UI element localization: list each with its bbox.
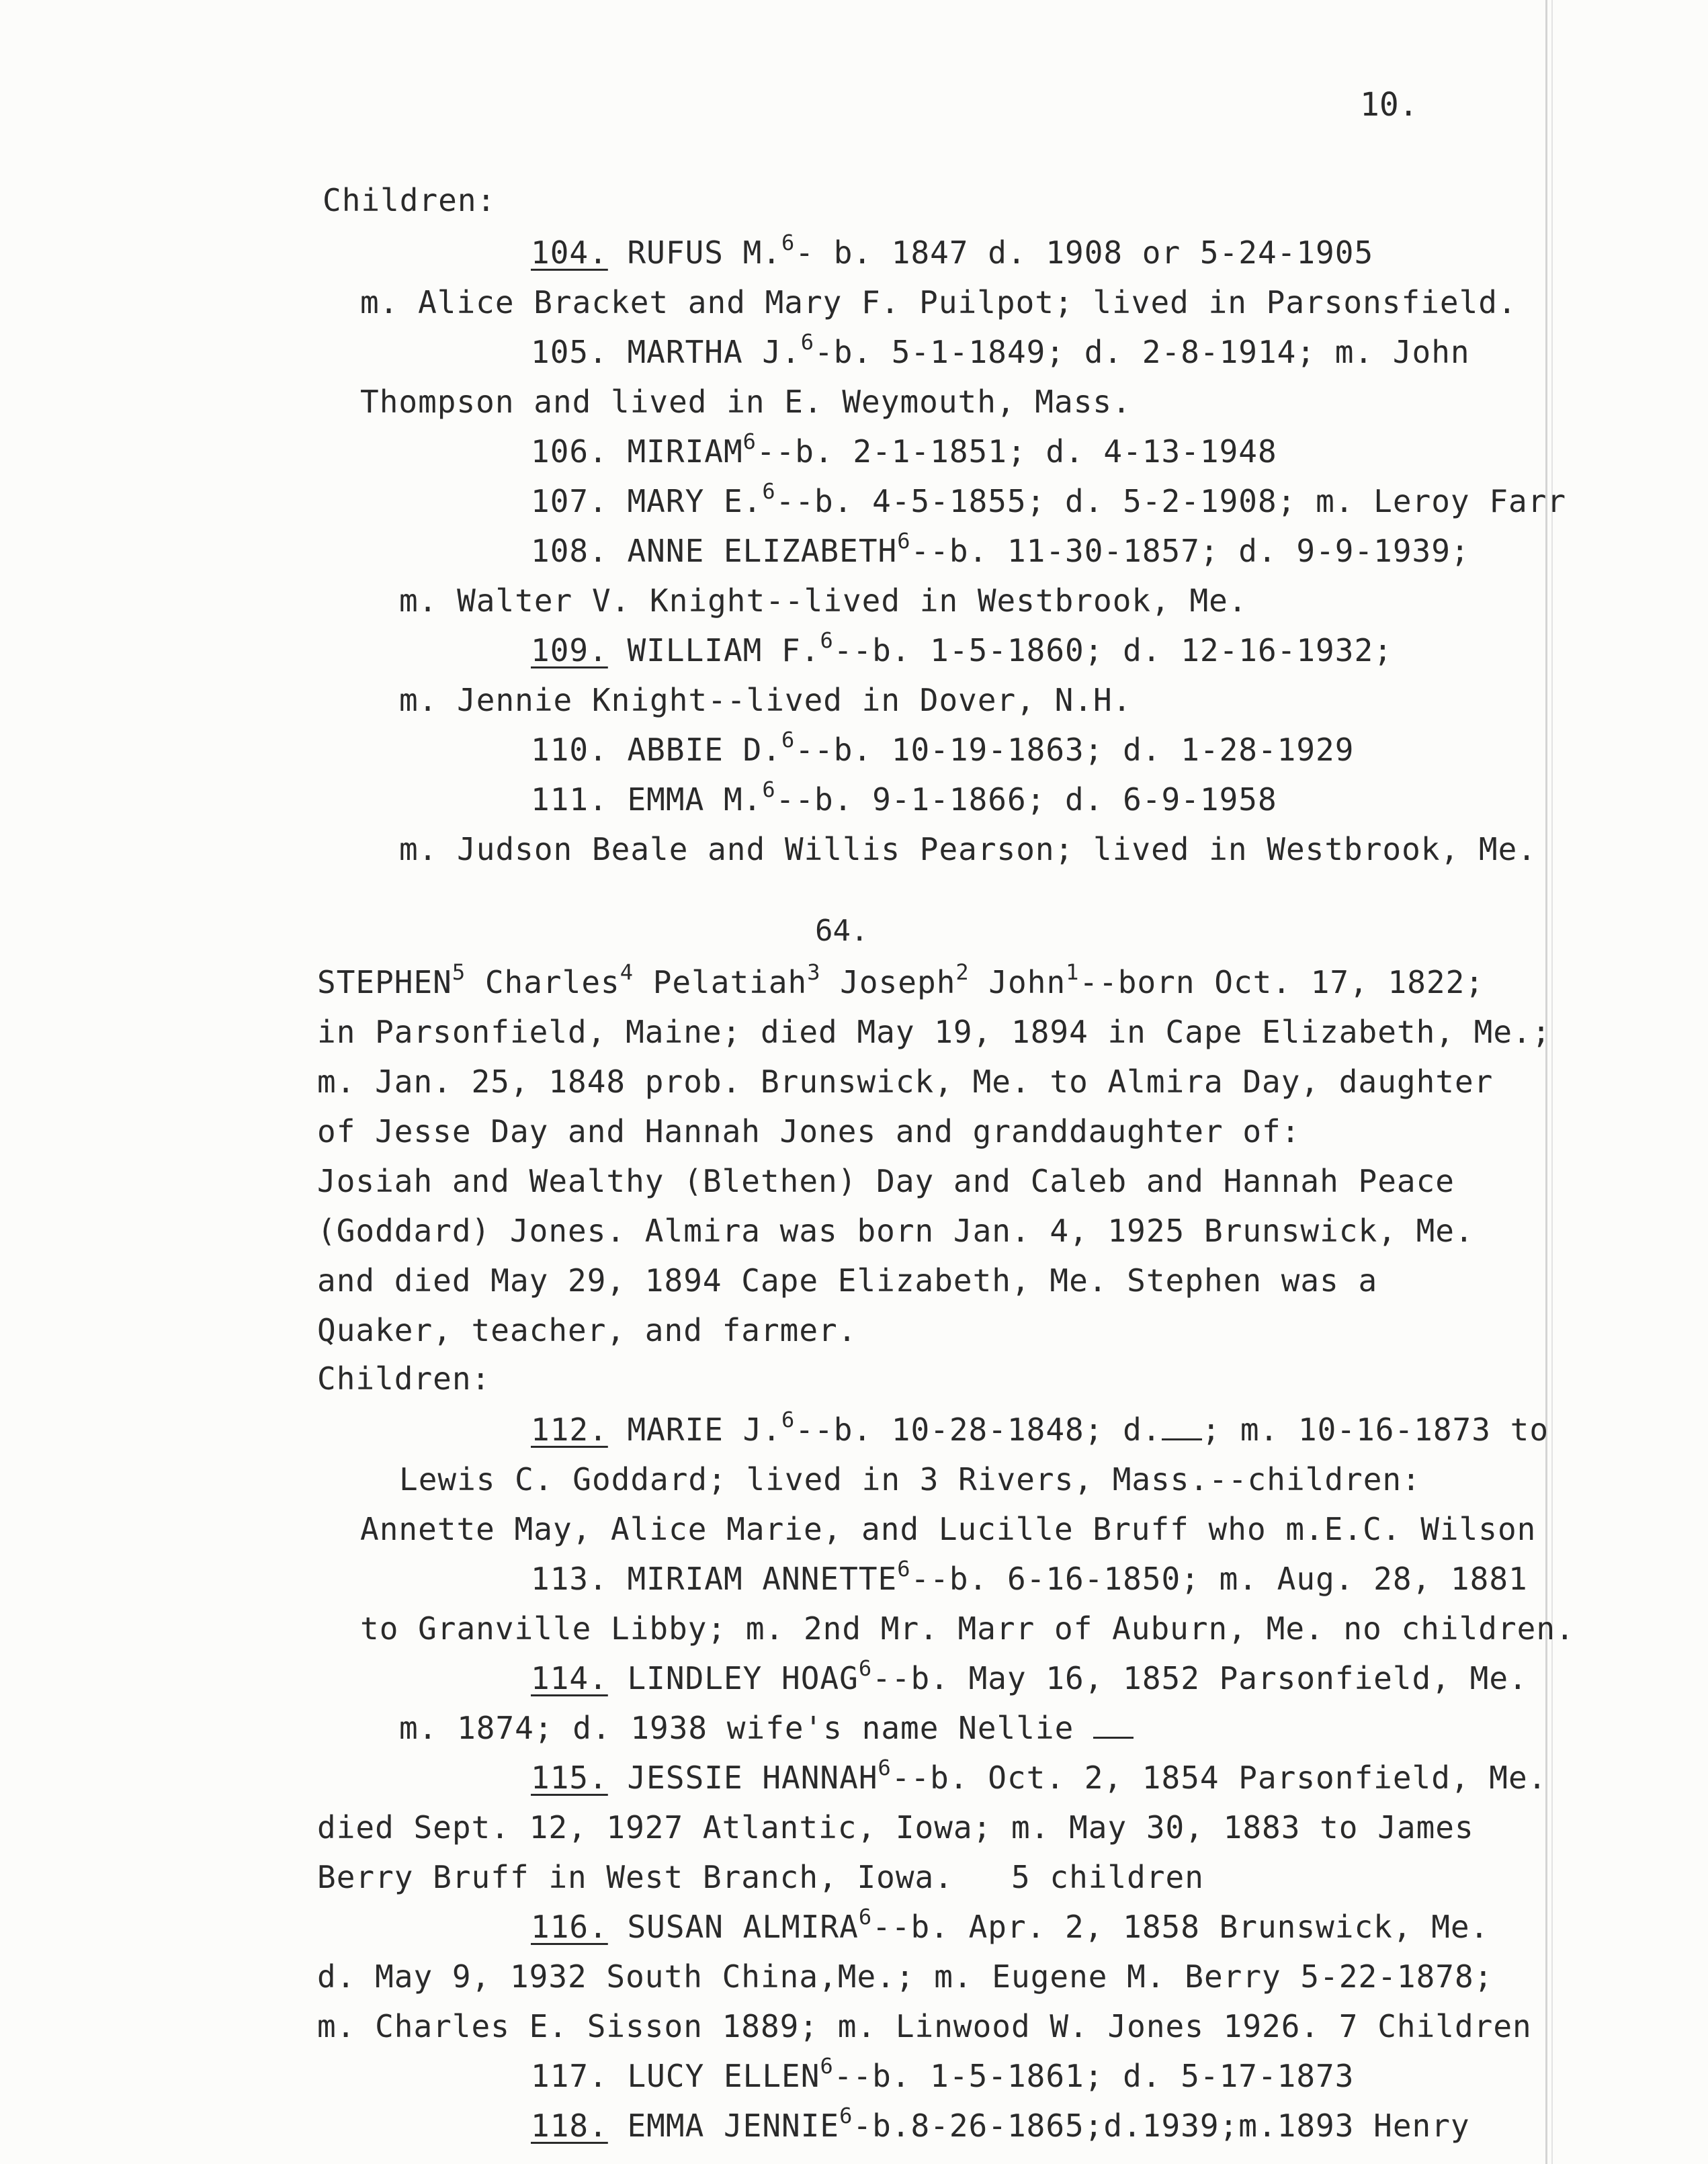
- margin-rule: [1545, 0, 1547, 2164]
- stephen-line: and died May 29, 1894 Cape Elizabeth, Me. Stephen was a: [317, 1262, 1378, 1299]
- page-number: 10.: [1360, 86, 1418, 124]
- entry-111: 111. EMMA M.$^6$--b. 9-1-1866; d. 6-9-1958: [531, 777, 1277, 818]
- entry-111-cont: m. Judson Beale and Willis Pearson; lived in Westbrook, Me.: [399, 831, 1537, 867]
- stephen-line: Josiah and Wealthy (Blethen) Day and Caleb and Hannah Peace: [317, 1163, 1455, 1199]
- entry-104-cont: m. Alice Bracket and Mary F. Puilpot; lived in Parsonsfield.: [360, 284, 1517, 320]
- stephen-line: (Goddard) Jones. Almira was born Jan. 4, 1925 Brunswick, Me.: [317, 1213, 1474, 1249]
- stephen-line: in Parsonfield, Maine; died May 19, 1894 in Cape Elizabeth, Me.;: [317, 1014, 1551, 1050]
- entry-116-cont: m. Charles E. Sisson 1889; m. Linwood W. Jones 1926. 7 Children: [317, 2008, 1532, 2044]
- stephen-line: of Jesse Day and Hannah Jones and granddaughter of:: [317, 1113, 1301, 1150]
- entry-118: 118. EMMA JENNIE$^6$-b.8-26-1865;d.1939;m.1893 Henry: [531, 2103, 1470, 2144]
- entry-110: 110. ABBIE D.$^6$--b. 10-19-1863; d. 1-28-1929: [531, 727, 1355, 768]
- blank-field: [1162, 1413, 1202, 1440]
- margin-rule-inner: [1551, 0, 1553, 2164]
- entry-105-cont: Thompson and lived in E. Weymouth, Mass.: [360, 384, 1131, 420]
- entry-116: 116. SUSAN ALMIRA$^6$--b. Apr. 2, 1858 Brunswick, Me.: [531, 1904, 1490, 1945]
- entry-108: 108. ANNE ELIZABETH$^6$--b. 11-30-1857; d. 9-9-1939;: [531, 528, 1470, 569]
- entry-114: 114. LINDLEY HOAG$^6$--b. May 16, 1852 Parsonfield, Me.: [531, 1655, 1528, 1696]
- entry-109: 109. WILLIAM F.$^6$--b. 1-5-1860; d. 12-16-1932;: [531, 627, 1393, 668]
- children-heading: Children:: [323, 182, 497, 218]
- entry-112: 112. MARIE J.$^6$--b. 10-28-1848; d. ; m. 10-16-1873 to: [531, 1407, 1549, 1448]
- entry-104: 104. RUFUS M.$^6$- b. 1847 d. 1908 or 5-24-1905: [531, 230, 1374, 271]
- entry-114-cont: m. 1874; d. 1938 wife's name Nellie: [399, 1709, 1134, 1747]
- entry-115-cont: Berry Bruff in West Branch, Iowa. 5 children: [317, 1859, 1204, 1895]
- stephen-line: Quaker, teacher, and farmer.: [317, 1312, 857, 1348]
- entry-116-cont: d. May 9, 1932 South China,Me.; m. Eugene M. Berry 5-22-1878;: [317, 1958, 1494, 1995]
- entry-105: 105. MARTHA J.$^6$-b. 5-1-1849; d. 2-8-1914; m. John: [531, 329, 1470, 370]
- section-number: 64.: [815, 914, 869, 948]
- stephen-line: m. Jan. 25, 1848 prob. Brunswick, Me. to Almira Day, daughter: [317, 1064, 1494, 1100]
- entry-115: 115. JESSIE HANNAH$^6$--b. Oct. 2, 1854 Parsonfield, Me.: [531, 1755, 1547, 1796]
- entry-113-cont: to Granville Libby; m. 2nd Mr. Marr of Auburn, Me. no children.: [360, 1610, 1575, 1647]
- stephen-lineage: STEPHEN$^5$ Charles$^4$ Pelatiah$^3$ Joseph$^2$ John$^1$--born Oct. 17, 1822;: [317, 959, 1484, 1000]
- entry-108-cont: m. Walter V. Knight--lived in Westbrook, Me.: [399, 582, 1248, 619]
- entry-113: 113. MIRIAM ANNETTE$^6$--b. 6-16-1850; m. Aug. 28, 1881: [531, 1556, 1528, 1597]
- entry-106: 106. MIRIAM$^6$--b. 2-1-1851; d. 4-13-1948: [531, 429, 1277, 470]
- entry-115-cont: died Sept. 12, 1927 Atlantic, Iowa; m. May 30, 1883 to James: [317, 1809, 1474, 1846]
- entry-117: 117. LUCY ELLEN$^6$--b. 1-5-1861; d. 5-17-1873: [531, 2053, 1355, 2094]
- entry-112-cont: Annette May, Alice Marie, and Lucille Bruff who m.E.C. Wilson: [360, 1511, 1537, 1547]
- blank-field: [1093, 1711, 1134, 1739]
- children-heading-2: Children:: [317, 1360, 491, 1397]
- entry-109-cont: m. Jennie Knight--lived in Dover, N.H.: [399, 682, 1132, 718]
- entry-107: 107. MARY E.$^6$--b. 4-5-1855; d. 5-2-1908; m. Leroy Farr: [531, 478, 1567, 519]
- entry-112-cont: Lewis C. Goddard; lived in 3 Rivers, Mass.--children:: [399, 1461, 1421, 1498]
